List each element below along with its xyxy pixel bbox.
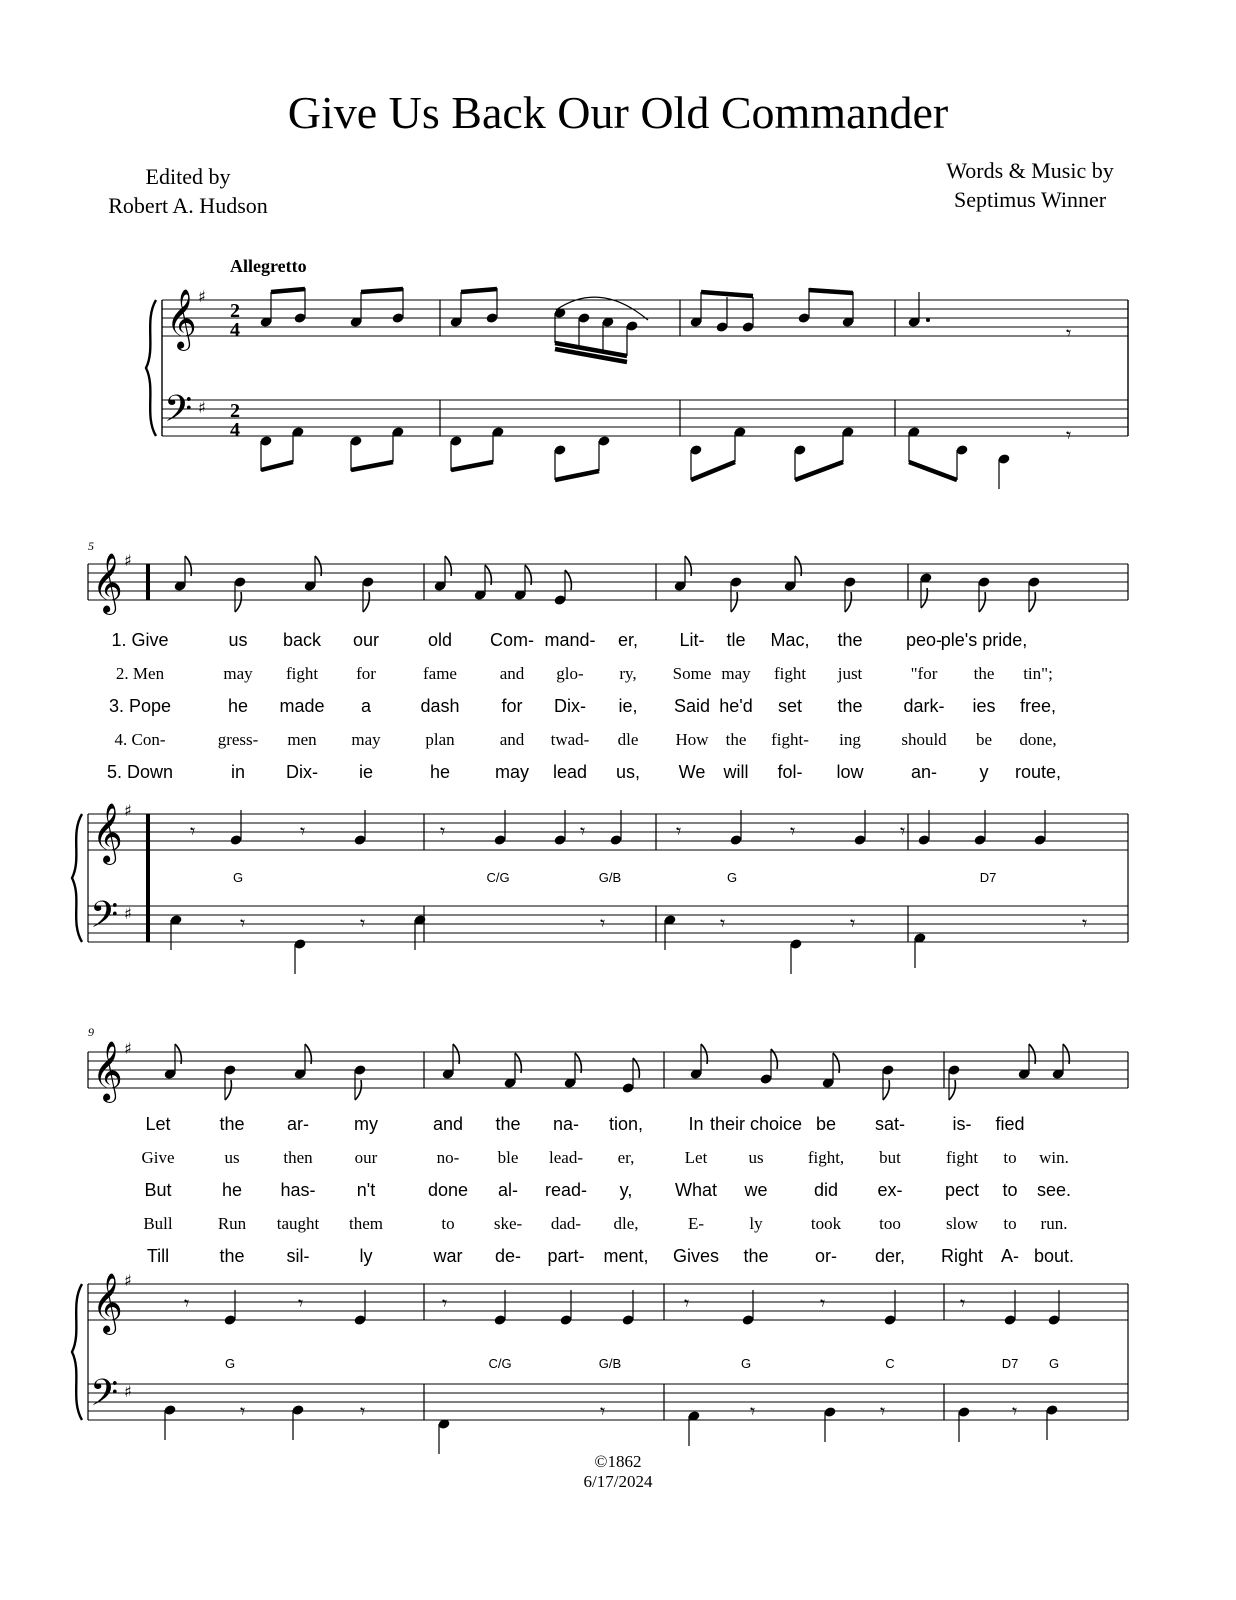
lyric-syllable: back [282,630,322,650]
note-flag [949,1080,955,1100]
lyric-syllable: Dix- [286,762,318,782]
lyrics [107,630,1074,1266]
lyric-syllable: E- [687,1214,705,1233]
eighth-rest-icon: 𝄾 [442,1291,448,1315]
lyric-syllable: to [441,1214,455,1233]
lyric-syllable: read- [544,1180,588,1200]
note-flag [235,592,241,612]
lyric-syllable: in [230,762,246,782]
dot [926,318,930,322]
lyric-syllable: 5. Down [106,762,174,782]
lyric-syllable: we [744,1180,768,1200]
lyric-syllable: us [228,630,248,650]
lyric-syllable: the [219,1114,245,1134]
eighth-rest-icon: 𝄾 [820,1291,826,1315]
lyric-syllable: Let [684,1148,708,1167]
eighth-rest-icon: 𝄾 [298,1291,304,1315]
lyric-syllable: sat- [874,1114,906,1134]
lyric-syllable: Right [940,1246,984,1266]
eighth-rest-icon: 𝄾 [1066,423,1072,447]
bass-clef-icon: 𝄢 [90,1372,119,1423]
lyric-syllable: our [352,630,380,650]
note-flag [225,1080,231,1100]
note-flag [1029,592,1035,612]
lyric-syllable: my [354,1114,378,1134]
notes [163,288,1087,1454]
lyric-syllable: has- [280,1180,316,1200]
note-flag [731,592,737,612]
lyric-syllable: then [283,1148,313,1167]
beam [701,292,753,296]
lyric-syllable: y, [619,1180,633,1200]
eighth-rest-icon: 𝄾 [900,819,906,843]
lyric-syllable: set [777,696,803,716]
lyric-syllable: 2. Men [115,664,165,683]
beam [809,290,853,293]
copyright: ©1862 [594,1452,642,1471]
lyric-syllable: old [427,630,453,650]
beam [795,462,843,480]
lyric-syllable: dad- [550,1214,582,1233]
lyric-syllable: plan [425,730,455,749]
measure-number-5: 5 [88,539,94,553]
lyric-syllable: pect [944,1180,980,1200]
lyric-syllable: gress- [217,730,259,749]
lyric-syllable: to [1002,1180,1018,1200]
time-signature-denominator: 4 [230,419,240,441]
time-signature-denominator: 4 [230,319,240,341]
lyric-syllable: fight [945,1148,979,1167]
lyric-syllable: lead- [549,1148,583,1167]
lyric-syllable: Gives [672,1246,720,1266]
chord-symbol: G [1048,1356,1060,1371]
lyric-syllable: be [975,730,993,749]
eighth-rest-icon: 𝄾 [684,1291,690,1315]
lyric-syllable: for [501,696,523,716]
lyric-syllable: ske- [493,1214,523,1233]
lyric-syllable: part- [547,1246,585,1266]
beam [271,289,305,292]
lyric-syllable: glo- [556,664,584,683]
lyric-syllable: What [674,1180,718,1200]
lyric-syllable: may [494,762,530,782]
lyric-syllable: war [433,1246,463,1266]
eighth-rest-icon: 𝄾 [240,911,246,935]
lyric-syllable: a [360,696,372,716]
lyric-syllable: the [837,630,863,650]
eighth-rest-icon: 𝄾 [790,819,796,843]
eighth-rest-icon: 𝄾 [750,1399,756,1423]
lyric-syllable: fight- [771,730,809,749]
lyric-syllable: to [1003,1214,1017,1233]
beam [555,471,599,480]
beam [261,462,293,470]
lyric-syllable: ies [972,696,996,716]
lyric-syllable: tin"; [1023,664,1053,683]
lyric-syllable: he [227,696,249,716]
lyric-syllable: dash [420,696,460,716]
eighth-rest-icon: 𝄾 [1082,911,1088,935]
chord-symbol: G/B [598,870,622,885]
note-flag [363,592,369,612]
lyric-syllable: just [837,664,863,683]
lyric-syllable: A- [1001,1246,1019,1266]
lyric-syllable: should [901,730,947,749]
treble-clef-icon: 𝄞 [166,289,197,349]
lyric-syllable: may [721,664,751,683]
eighth-rest-icon: 𝄾 [850,911,856,935]
eighth-rest-icon: 𝄾 [360,911,366,935]
lyric-syllable: dark- [903,696,945,716]
lyric-syllable: al- [497,1180,519,1200]
lyric-syllable: But [144,1180,172,1200]
chord-symbol: G [224,1356,236,1371]
chord-symbol: D7 [1001,1356,1019,1371]
lyric-syllable: and [432,1114,464,1134]
lyric-syllable: and [499,730,525,749]
sharp-icon: ♯ [124,551,132,570]
composer-name: Septimus Winner [953,187,1107,212]
brace-icon [72,814,82,942]
lyric-syllable: is- [952,1114,972,1134]
lyric-syllable: 4. Con- [114,730,166,749]
lyric-syllable: 3. Pope [108,696,172,716]
eighth-rest-icon: 𝄾 [184,1291,190,1315]
lyric-syllable: will [723,762,749,782]
bass-clef-icon: 𝄢 [164,388,193,439]
lyric-syllable: de- [494,1246,522,1266]
lyric-syllable: fight, [807,1148,845,1167]
lyric-syllable: them [349,1214,383,1233]
lyric-syllable: sil- [286,1246,310,1266]
chord-symbol: G/B [598,1356,622,1371]
lyric-syllable: Said [673,696,711,716]
lyric-syllable: fol- [777,762,803,782]
chord-symbol: C/G [486,870,510,885]
lyric-syllable: men [287,730,317,749]
eighth-rest-icon: 𝄾 [880,1399,886,1423]
lyric-syllable: peo- [905,630,943,650]
chord-symbol: C [885,1356,895,1371]
lyric-syllable: run. [1040,1214,1068,1233]
sharp-icon: ♯ [124,1039,132,1058]
lyric-syllable: ing [839,730,861,749]
lyric-syllable: y [979,762,989,782]
lyric-syllable: win. [1039,1148,1069,1167]
footer [0,1452,1236,1492]
sharp-icon: ♯ [124,1382,132,1401]
lyric-syllable: dle [617,730,639,749]
sharp-icon: ♯ [124,801,132,820]
lyric-syllable: Dix- [554,696,586,716]
eighth-rest-icon: 𝄾 [360,1399,366,1423]
lyric-syllable: Bull [143,1214,173,1233]
lyric-syllable: Give [141,1148,175,1167]
editor-name: Robert A. Hudson [108,193,268,218]
lyric-syllable: he [429,762,451,782]
lyric-syllable: Mac, [770,630,810,650]
eighth-rest-icon: 𝄾 [960,1291,966,1315]
eighth-rest-icon: 𝄾 [440,819,446,843]
beam [461,289,497,292]
edited-by-label: Edited by [145,164,231,189]
chord-symbol: G [740,1356,752,1371]
lyric-syllable: for [356,664,376,683]
lyric-syllable: us [748,1148,764,1167]
chord-symbol: G [232,870,244,885]
lyric-syllable: free, [1019,696,1057,716]
lyric-syllable: or- [815,1246,837,1266]
lyric-syllable: fight [773,664,807,683]
lyric-syllable: n't [356,1180,376,1200]
eighth-rest-icon: 𝄾 [300,819,306,843]
eighth-rest-icon: 𝄾 [1066,321,1072,345]
bass-clef-icon: 𝄢 [90,894,119,945]
eighth-rest-icon: 𝄾 [190,819,196,843]
lyric-syllable: the [743,1246,769,1266]
lyric-syllable: bout. [1033,1246,1075,1266]
lyric-syllable: ment, [603,1246,649,1266]
lyric-syllable: Some [672,664,712,683]
beam [361,289,403,292]
lyric-syllable: too [879,1214,901,1233]
eighth-rest-icon: 𝄾 [676,819,682,843]
lyric-syllable: the [973,664,995,683]
beam [691,462,735,480]
lyric-syllable: ex- [877,1180,903,1200]
sharp-icon: ♯ [198,287,206,306]
lyric-syllable: route, [1014,762,1062,782]
lyric-syllable: the [837,696,863,716]
brace-icon [146,300,156,436]
words-music-label: Words & Music by [946,158,1114,183]
lyric-syllable: did [813,1180,839,1200]
treble-clef-icon: 𝄞 [92,803,123,863]
lyric-syllable: the [725,730,747,749]
lyric-syllable: der, [874,1246,906,1266]
lyric-syllable: "for [910,664,938,683]
lyric-syllable: Till [146,1246,170,1266]
chord-symbol: C/G [488,1356,512,1371]
lyric-syllable: the [495,1114,521,1134]
note-flag [845,592,851,612]
lyric-syllable: fame [423,664,457,683]
lyric-syllable: the [219,1246,245,1266]
repeat-bar [146,814,150,942]
lyric-syllable: na- [552,1114,580,1134]
beam [451,462,493,470]
sharp-icon: ♯ [124,904,132,923]
lyric-syllable: low [836,762,864,782]
eighth-rest-icon: 𝄾 [1012,1399,1018,1423]
lyric-syllable: ar- [287,1114,309,1134]
tempo-marking: Allegretto [230,256,307,276]
lyric-syllable: ble [497,1148,519,1167]
lyric-syllable: tion, [608,1114,644,1134]
lyric-syllable: done, [1019,730,1057,749]
lyric-syllable: ry, [619,664,637,683]
lyric-syllable: lead [552,762,588,782]
time-signature-numerator: 2 [230,400,240,422]
lyric-syllable: dle, [613,1214,639,1233]
lyric-syllable: done [427,1180,469,1200]
lyric-syllable: tle [726,630,746,650]
lyric-syllable: slow [945,1214,979,1233]
note-flag [979,592,985,612]
lyric-syllable: Lit- [679,630,705,650]
note-flag [355,1080,361,1100]
sharp-icon: ♯ [198,398,206,417]
lyric-syllable: an- [910,762,938,782]
brace-icon [72,1284,82,1420]
lyric-syllable: mand- [544,630,596,650]
lyric-syllable: er, [617,1148,635,1167]
lyric-syllable: How [675,730,709,749]
lyric-syllable: our [354,1148,378,1167]
sharp-icon: ♯ [124,1271,132,1290]
eighth-rest-icon: 𝄾 [240,1399,246,1423]
eighth-rest-icon: 𝄾 [600,911,606,935]
chord-symbol: G [726,870,738,885]
eighth-rest-icon: 𝄾 [580,819,586,843]
repeat-bar [146,564,150,600]
lyric-syllable: We [678,762,706,782]
lyric-syllable: us [224,1148,240,1167]
lyric-syllable: but [879,1148,901,1167]
lyric-syllable: may [223,664,253,683]
lyric-syllable: he'd [719,696,753,716]
note-flag [883,1080,889,1100]
lyric-syllable: er, [617,630,639,650]
chord-symbol: D7 [979,870,997,885]
treble-clef-icon: 𝄞 [92,553,123,613]
lyric-syllable: see. [1036,1180,1072,1200]
lyric-syllable: Run [217,1214,247,1233]
lyric-syllable: 1. Give [111,630,169,650]
lyric-syllable: us, [615,762,641,782]
eighth-rest-icon: 𝄾 [720,911,726,935]
lyric-syllable: he [221,1180,243,1200]
lyric-syllable: ie [358,762,374,782]
time-signature-numerator: 2 [230,300,240,322]
lyric-syllable: ly [749,1214,763,1233]
lyric-syllable: made [279,696,325,716]
lyric-syllable: Com- [490,630,534,650]
lyric-syllable: twad- [550,730,590,749]
lyric-syllable: to [1003,1148,1017,1167]
lyric-syllable: Let [145,1114,171,1134]
lyric-syllable: took [810,1214,842,1233]
lyric-syllable: be [815,1114,837,1134]
lyric-syllable: ly [359,1246,373,1266]
lyric-syllable: and [499,664,525,683]
lyric-syllable: no- [436,1148,460,1167]
edition-date: 6/17/2024 [583,1472,653,1491]
lyric-syllable: fied [995,1114,1025,1134]
measure-number-9: 9 [88,1025,94,1039]
lyric-syllable: ie, [618,696,638,716]
lyric-syllable: ple's pride, [940,630,1028,650]
beam [909,462,957,480]
treble-clef-icon: 𝄞 [92,1273,123,1333]
lyric-syllable: taught [276,1214,320,1233]
lyric-syllable: In [688,1114,704,1134]
lyric-syllable: their choice [709,1114,803,1134]
beam [351,462,393,470]
eighth-rest-icon: 𝄾 [600,1399,606,1423]
lyric-syllable: fight [285,664,319,683]
lyric-syllable: may [351,730,381,749]
page-title: Give Us Back Our Old Commander [287,87,949,138]
treble-clef-icon: 𝄞 [92,1041,123,1101]
